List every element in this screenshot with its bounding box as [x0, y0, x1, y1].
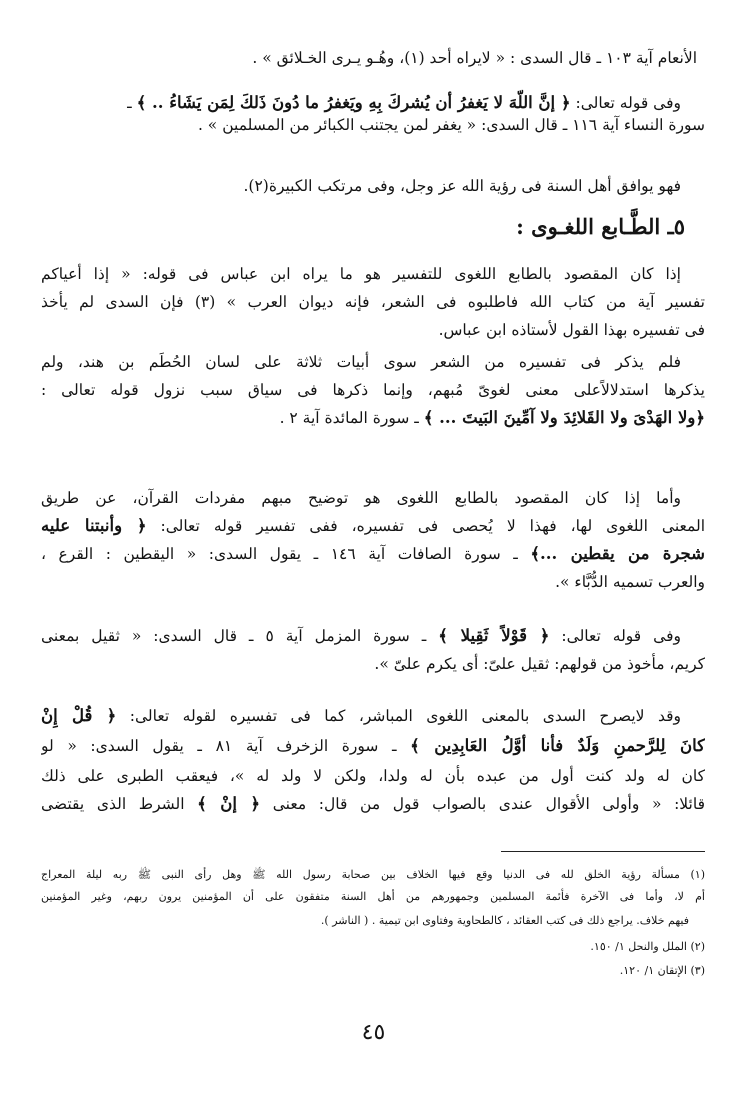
text-segment: ـ سورة المائدة آية ٢ . — [279, 409, 424, 427]
footnote-1-line: فيهم خلاف. يراجع ذلك فى كتب العقائد ، كالطحاوية وفتاوى ابن تيمية . ( الناشر ). — [320, 914, 689, 927]
quran-verse: ﴿ وأنبتنا عليه — [41, 516, 147, 535]
text-line: كريم، مأخوذ من قولهم: ثقيل علىّ: أى يكرم علىّ ». — [374, 655, 705, 673]
text-segment: الشرط الذى يقتضى — [41, 795, 198, 813]
quran-verse: شجرة من يقطين ...﴾ — [530, 544, 705, 563]
page-number: ٤٥ — [361, 1020, 386, 1045]
text-segment: ـ — [127, 94, 137, 112]
text-segment: وقد لايصرح السدى بالمعنى اللغوى المباشر، كما فى تفسيره لقوله تعالى: — [116, 707, 681, 725]
text-line: تفسير آية من كتاب الله فاطلبوه فى الشعر، فإنه ديوان العرب » (٣) فإن السدى لم يأخذ — [41, 293, 705, 311]
text-line: الأنعام آية ١٠٣ ـ قال السدى : « لايراه أحد (١)، وهُـو يـرى الخـلائق » . — [252, 49, 697, 67]
text-segment: المعنى اللغوى لها، فهذا لا يُحصى فى تفسيره، ففى تفسير قوله تعالى: — [146, 517, 705, 535]
text-line: كان له ولد كنت أول من عبده بأن له ولدا، ولكن لا ولد له »، فيعقب الطبرى على ذلك — [41, 767, 705, 785]
quran-verse: كانَ لِلرَّحمنِ وَلَدٌ فأنا أوَّلُ العَابِدِين ﴾ — [410, 736, 705, 755]
text-line: فى تفسيره بهذا القول لأستاذه ابن عباس. — [438, 321, 705, 339]
paragraph-zukhruf — [41, 702, 705, 818]
text-segment: ـ سورة الصافات آية ١٤٦ ـ يقول السدى: « اليقطين : القرع ، — [41, 545, 531, 563]
text-segment: وفى قوله تعالى: — [549, 627, 681, 645]
text-line — [41, 730, 705, 762]
paragraph-muzzammil — [41, 622, 705, 678]
paragraph-definition — [41, 260, 705, 344]
footnote-divider — [501, 851, 705, 852]
quran-verse: ﴿ قُلْ إِنْ — [41, 706, 117, 725]
quran-verse: ﴿ إنْ ﴾ — [197, 794, 261, 813]
paragraph-nisa — [41, 89, 705, 139]
text-segment: ـ سورة الزخرف آية ٨١ ـ يقول السدى: « لو — [41, 737, 411, 755]
text-line: فهو يوافق أهل السنة فى رؤية الله عز وجل، وفى مرتكب الكبيرة(٢). — [243, 177, 681, 195]
footnote-2: (٢) الملل والنحل ١/ ١٥٠. — [590, 940, 705, 953]
text-line — [41, 702, 705, 730]
section-heading: ٥ـ الطَّـابع اللغـوى : — [516, 214, 685, 239]
paragraph-top — [41, 44, 705, 72]
text-line: سورة النساء آية ١١٦ ـ قال السدى: « يغفر لمن يجتنب الكبائر من المسلمين » . — [197, 116, 705, 134]
text-line — [41, 622, 705, 650]
text-segment: ـ سورة المزمل آية ٥ ـ قال السدى: « ثقيل بمعنى — [41, 627, 439, 645]
text-line: فلم يذكر فى تفسيره من الشعر سوى أبيات ثلاثة على لسان الحُطَم بن هند، ولم — [41, 353, 681, 371]
quran-verse: ﴿ قَوْلاً ثَقِيلا ﴾ — [438, 626, 550, 645]
text-line: والعرب تسميه الدُّبَّاء ». — [555, 573, 705, 591]
text-line: يذكرها استدلالاًعلى معنى لغوىّ مُبهم، وإنما ذكرها فى سياق سبب نزول قوله تعالى : — [41, 381, 705, 399]
quran-verse: ﴿ إنَّ اللّهَ لا يَغفرُ أن يُشركَ بِهِ ويَغفرُ ما دُونَ ذَلكَ لِمَن يَشَاءُ .. ﴾ — [136, 93, 571, 112]
text-segment: وفى قوله تعالى: — [570, 94, 681, 112]
text-line — [41, 790, 705, 818]
text-segment: قائلا: « وأولى الأقوال عندى بالصواب قول من قال: معنى — [260, 795, 705, 813]
text-line: وأما إذا كان المقصود بالطابع اللغوى هو توضيح مبهم مفردات القرآن، عن طريق — [41, 489, 681, 507]
paragraph-vague-words — [41, 484, 705, 596]
paragraph-sunna — [41, 172, 705, 200]
text-line — [41, 512, 705, 540]
quran-verse: ﴿ولا الهَدْىَ ولا القَلائِدَ ولا آمِّينَ البَيتَ ... ﴾ — [423, 408, 705, 427]
text-line — [41, 404, 705, 432]
footnote-1-line: (١) مسألة رؤية الخلق لله فى الدنيا وقع فيها الخلاف بين صحابة رسول الله ﷺ وهل رأى النبى ﷺ ربه ليلة المعراج — [41, 868, 705, 881]
footnote-3: (٣) الإتقان ١/ ١٢٠. — [619, 964, 705, 977]
footnote-1-line: أم لا، وأما فى الآخرة فأئمة المسلمين وجمهورهم من أهل السنة متفقون على أن المؤمنين يرون ربهم، وغير المؤمنين — [41, 890, 705, 903]
text-line — [41, 540, 705, 568]
paragraph-poetry — [41, 348, 705, 432]
text-line: إذا كان المقصود بالطابع اللغوى للتفسير هو ما يراه ابن عباس فى قوله: « إذا أعياكم — [41, 265, 681, 283]
